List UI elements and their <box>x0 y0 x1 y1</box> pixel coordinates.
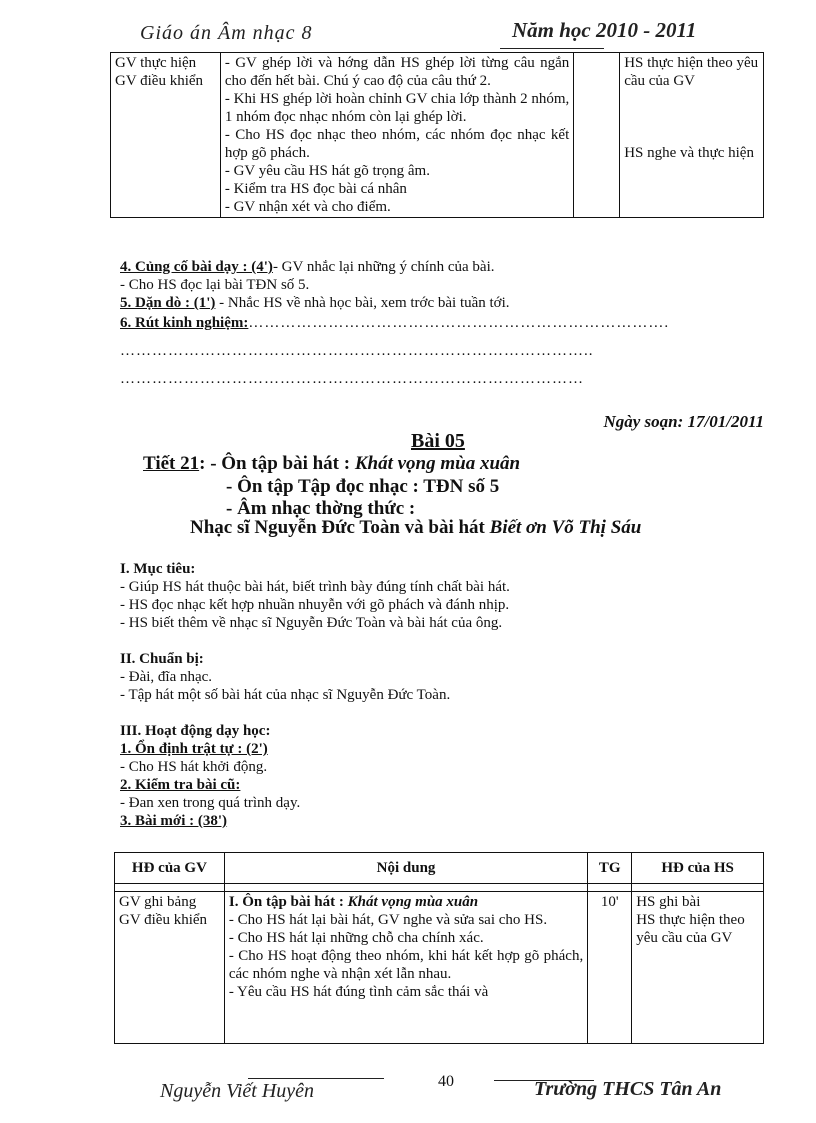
gv-activity-cell <box>111 53 221 218</box>
activity-table-continued <box>110 52 764 218</box>
gv-activity: GV ghi bảng <box>119 894 197 910</box>
content-line: - Cho HS hát lại bài hát, GV nghe và sửa sai cho HS. <box>228 912 548 928</box>
gv-activity-cell <box>115 892 225 1044</box>
section-4-line2: - Cho HS đọc lại bài TĐN số 5. <box>120 277 310 293</box>
content-title-prefix: I. Ôn tập bài hát : <box>228 894 348 910</box>
activities-heading: III. Hoạt động dạy học: <box>120 723 271 739</box>
preparation-heading: II. Chuẩn bị: <box>120 651 204 667</box>
gv-activity: GV điều khiển <box>119 912 208 928</box>
lesson-line-3: - Âm nhạc thờng thức : <box>226 498 416 519</box>
lesson-line-1-prefix: : - Ôn tập bài hát : <box>199 453 355 474</box>
section-4-text: - GV nhắc lại những ý chính của bài. <box>272 259 495 275</box>
lesson-title: Bài 05 <box>411 430 465 452</box>
content-line: - GV ghép lời và hớng dẫn HS ghép lời từng câu ngắn cho đến hết bài. Chú ý cao độ của câu thứ 2. <box>224 55 570 89</box>
section-6-heading: 6. Rút kinh nghiệm: <box>120 315 249 331</box>
column-header: HĐ của HS <box>632 853 764 884</box>
activity-step-3: 3. Bài mới : (38') <box>120 813 228 829</box>
dotted-line: ……………………………………………………………………. <box>248 315 670 331</box>
hs-activity-cell <box>632 892 764 1044</box>
section-5-heading: 5. Dặn dò : (1') <box>120 295 216 311</box>
content-cell <box>224 892 587 1044</box>
content-line: - Khi HS ghép lời hoàn chỉnh GV chia lớp thành 2 nhóm, 1 nhóm đọc nhạc nhóm còn lại ghép lời. <box>224 91 570 125</box>
content-cell <box>220 53 573 218</box>
content-line: - Cho HS đọc nhạc theo nhóm, các nhóm đọc nhạc kết hợp gõ phách. <box>224 127 570 161</box>
prep-date: Ngày soạn: 17/01/2011 <box>603 412 764 431</box>
activity-step-2-text: - Đan xen trong quá trình dạy. <box>120 795 301 811</box>
tiet-label: Tiết 21 <box>143 453 200 474</box>
section-6 <box>120 314 669 332</box>
preparation-item: - Tập hát một số bài hát của nhạc sĩ Nguyễn Đức Toàn. <box>120 687 451 703</box>
gv-activity: GV thực hiện <box>115 55 197 71</box>
page-number: 40 <box>438 1073 454 1090</box>
objective-item: - Giúp HS hát thuộc bài hát, biết trình bày đúng tính chất bài hát. <box>120 579 510 595</box>
activity-step-1: 1. Ổn định trật tự : (2') <box>120 741 268 757</box>
section-5-text: - Nhắc HS về nhà học bài, xem trớc bài tuần tới. <box>215 295 510 311</box>
column-header: Nội dung <box>224 853 587 884</box>
song-title: Khát vọng mùa xuân <box>354 453 521 474</box>
dotted-line: …………………………………………………………………………….. <box>120 343 594 359</box>
objective-item: - HS đọc nhạc kết hợp nhuần nhuyễn với gõ phách và đánh nhịp. <box>120 597 510 613</box>
column-header: HĐ của GV <box>115 853 225 884</box>
footer-school: Trường THCS Tân An <box>534 1078 722 1100</box>
header-divider <box>500 48 604 49</box>
content-title <box>229 893 583 911</box>
content-line: - Cho HS hoạt động theo nhóm, khi hát kết hợp gõ phách, các nhóm nghe và nhận xét lẫn nhau. <box>228 948 584 982</box>
hs-activity: HS nghe và thực hiện <box>624 145 754 161</box>
content-line: - GV yêu cầu HS hát gõ trọng âm. <box>224 163 430 179</box>
section-5 <box>120 294 510 312</box>
header-subject: Giáo án Âm nhạc 8 <box>140 22 313 44</box>
content-line: - Cho HS hát lại những chỗ cha chính xác. <box>228 930 484 946</box>
objectives-heading: I. Mục tiêu: <box>120 561 196 577</box>
lesson-line-2: - Ôn tập Tập đọc nhạc : TĐN số 5 <box>226 476 500 497</box>
footer-author: Nguyễn Viết Huyên <box>160 1080 315 1102</box>
lesson-line-1 <box>143 453 520 475</box>
objective-item: - HS biết thêm về nhạc sĩ Nguyễn Đức Toàn và bài hát của ông. <box>120 615 503 631</box>
table-row <box>111 53 764 218</box>
section-4 <box>120 258 494 276</box>
lesson-line-4 <box>190 517 641 539</box>
gv-activity: GV điều khiển <box>115 73 204 89</box>
time-cell <box>574 53 620 218</box>
activity-step-2: 2. Kiểm tra bài cũ: <box>120 777 241 793</box>
header-school-year: Năm học 2010 - 2011 <box>512 18 697 42</box>
content-line: - Kiểm tra HS đọc bài cá nhân <box>224 181 407 197</box>
hs-activity-cell <box>620 53 764 218</box>
song-title: Khát vọng mùa xuân <box>347 894 479 910</box>
dotted-line: …………………………………………………………………………… <box>120 371 584 387</box>
table-header-row <box>115 853 764 884</box>
hs-activity: HS thực hiện theo yêu cầu của GV <box>636 912 745 946</box>
activity-table <box>114 852 764 1044</box>
table-row <box>115 892 764 1044</box>
hs-activity: HS thực hiện theo yêu cầu của GV <box>624 55 759 89</box>
hs-activity: HS ghi bài <box>636 894 701 910</box>
section-4-heading: 4. Củng cố bài dạy : (4') <box>120 259 273 275</box>
content-line: - Yêu cầu HS hát đúng tình cảm sắc thái và <box>228 984 489 1000</box>
footer-divider <box>248 1078 384 1079</box>
column-header: TG <box>588 853 632 884</box>
content-line: - GV nhận xét và cho điểm. <box>224 199 391 215</box>
preparation-item: - Đài, đĩa nhạc. <box>120 669 213 685</box>
activity-step-1-text: - Cho HS hát khởi động. <box>120 759 268 775</box>
time-cell: 10' <box>588 892 632 1044</box>
lesson-line-4-prefix: Nhạc sĩ Nguyễn Đức Toàn và bài hát <box>190 517 490 538</box>
song-title: Biết ơn Võ Thị Sáu <box>489 517 642 538</box>
